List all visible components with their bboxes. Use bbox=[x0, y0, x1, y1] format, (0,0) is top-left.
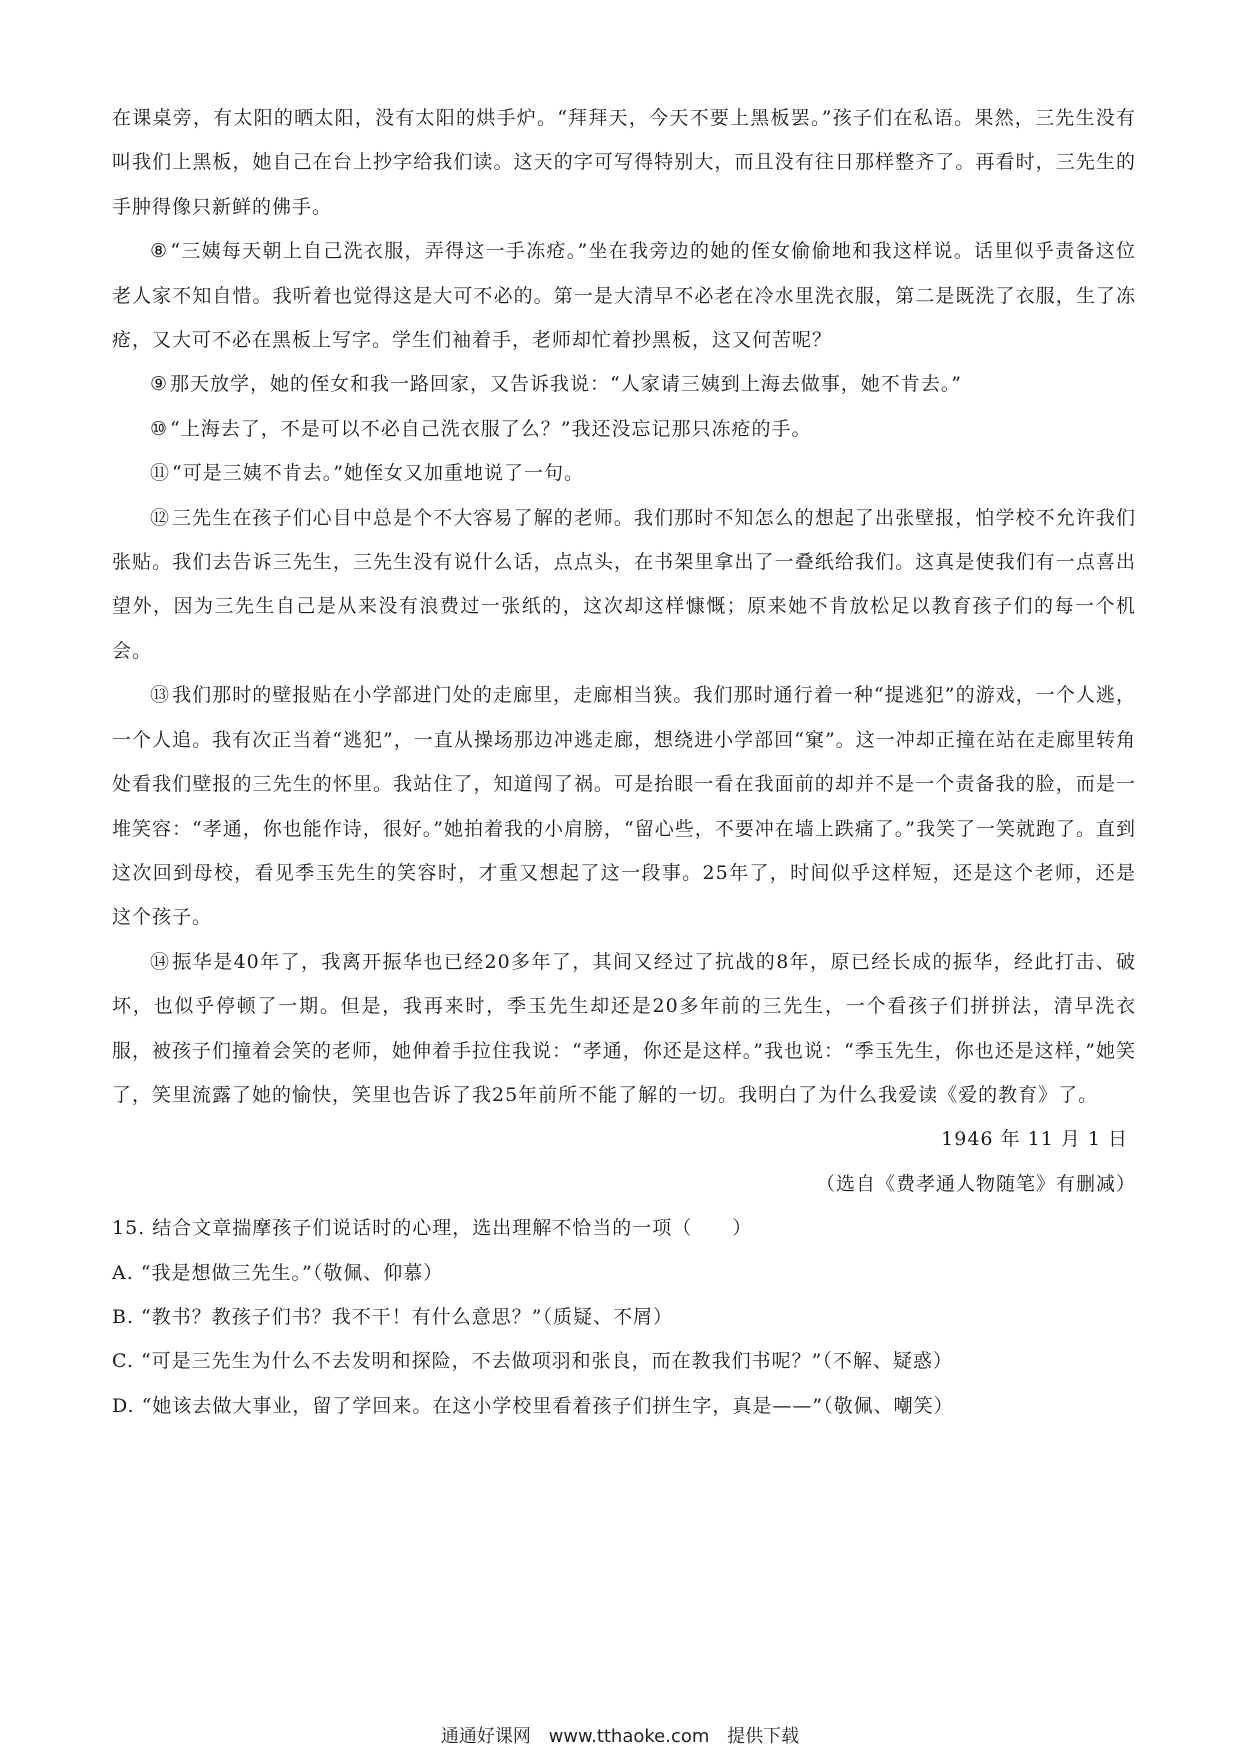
footer-url[interactable]: www.tthaoke.com bbox=[548, 1726, 710, 1747]
paragraph-number: ⑨ bbox=[150, 373, 169, 396]
paragraph-continued: 在课桌旁，有太阳的晒太阳，没有太阳的烘手炉。“拜拜天，今天不要上黑板罢。”孩子们在私语。果然，三先生没有叫我们上黑板，她自己在台上抄字给我们读。这天的字可写得特别大，而且没有往日那样整齐了。再看时，三先生的手肿得像只新鲜的佛手。 bbox=[112, 107, 1136, 218]
footer-note: 提供下载 bbox=[727, 1726, 800, 1747]
paragraph-number: ⑪ bbox=[150, 462, 171, 485]
paragraph-number: ⑬ bbox=[150, 684, 171, 707]
paragraph-number: ⑩ bbox=[150, 417, 169, 440]
paragraph-text: 我们那时的壁报贴在小学部进门处的走廊里，走廊相当狭。我们那时通行着一种“提逃犯”的游戏，一个人逃，一个人追。我有次正当着“逃犯”，一直从操场那边冲逃走廊，想绕进小学部回“窠”。这一冲却正撞在站在走廊里转角处看我们壁报的三先生的怀里。我站住了，知道闯了祸。可是抬眼一看在我面前的却并不是一个责备我的脸，而是一堆笑容：“孝通，你也能作诗，很好。”她拍着我的小肩膀，“留心些，不要冲在墙上跌痛了。”我笑了一笑就跑了。直到这次回到母校，看见季玉先生的笑容时，才重又想起了这一段事。25年了，时间似乎这样短，还是这个老师，还是这个孩子。 bbox=[112, 684, 1136, 929]
paragraph-text: “三姨每天朝上自己洗衣服，弄得这一手冻疮。”坐在我旁边的她的侄女偷偷地和我这样说。话里似乎责备这位老人家不知自惜。我听着也觉得这是大可不必的。第一是大清早不必老在冷水里洗衣服，第二是既洗了衣服，生了冻疮，又大可不必在黑板上写字。学生们袖着手，老师却忙着抄黑板，这又何苦呢？ bbox=[112, 240, 1136, 352]
option-c: C. “可是三先生为什么不去发明和探险，不去做项羽和张良，而在教我们书呢？”（不解、疑惑） bbox=[112, 1350, 953, 1373]
paragraph-text: 三先生在孩子们心目中总是个不大容易了解的老师。我们那时不知怎么的想起了出张壁报，怕学校不允许我们张贴。我们去告诉三先生，三先生没有说什么话，点点头，在书架里拿出了一叠纸给我们。这真是使我们有一点喜出望外，因为三先生自己是从来没有浪费过一张纸的，这次却这样慷慨；原来她不肯放松足以教育孩子们的每一个机会。 bbox=[112, 506, 1136, 662]
paragraph-text: 那天放学，她的侄女和我一路回家，又告诉我说：“人家请三姨到上海去做事，她不肯去。” bbox=[170, 373, 962, 396]
option-d: D. “她该去做大事业，留了学回来。在这小学校里看着孩子们拼生字，真是——”（敬佩、嘲笑） bbox=[112, 1394, 954, 1417]
paragraph-number: ⑭ bbox=[150, 950, 171, 973]
paragraph-text: 振华是40年了，我离开振华也已经20多年了，其间又经过了抗战的8年，原已经长成的振华，经此打击、破坏，也似乎停顿了一期。但是，我再来时，季玉先生却还是20多年前的三先生，一个看孩子们拼拼法，清早洗衣服，被孩子们撞着会笑的老师，她伸着手拉住我说：“孝通，你还是这样。”我也说：“季玉先生，你也还是这样，”她笑了，笑里流露了她的愉快，笑里也告诉了我25年前所不能了解的一切。我明白了为什么我爱读《爱的教育》了。 bbox=[112, 950, 1136, 1106]
paragraph-text: “可是三姨不肯去。”她侄女又加重地说了一句。 bbox=[172, 462, 584, 485]
paragraph-14 bbox=[112, 940, 1136, 1118]
footer-site-name: 通通好课网 bbox=[440, 1726, 531, 1747]
paragraph-12 bbox=[112, 496, 1136, 674]
question-stem: 15. 结合文章揣摩孩子们说话时的心理，选出理解不恰当的一项（ ） bbox=[112, 1217, 753, 1240]
paragraph-text: “上海去了，不是可以不必自己洗衣服了么？”我还没忘记那只冻疮的手。 bbox=[170, 417, 812, 440]
paragraph-13 bbox=[112, 673, 1136, 939]
option-a: A. “我是想做三先生。”（敬佩、仰慕） bbox=[112, 1261, 444, 1284]
article-body bbox=[112, 96, 1136, 1428]
option-b: B. “教书？教孩子们书？我不干！有什么意思？”（质疑、不屑） bbox=[112, 1305, 673, 1328]
paragraph-10 bbox=[112, 407, 1136, 451]
paragraph-number: ⑫ bbox=[150, 506, 171, 529]
paragraph-11 bbox=[112, 451, 1136, 495]
paragraph-8 bbox=[112, 229, 1136, 362]
paragraph-number: ⑧ bbox=[150, 240, 169, 263]
paragraph-9 bbox=[112, 362, 1136, 406]
page-footer bbox=[0, 1722, 1240, 1748]
article-source: （选自《费孝通人物随笔》有删减） bbox=[815, 1172, 1136, 1195]
article-date: 1946 年 11 月 1 日 bbox=[941, 1128, 1128, 1151]
